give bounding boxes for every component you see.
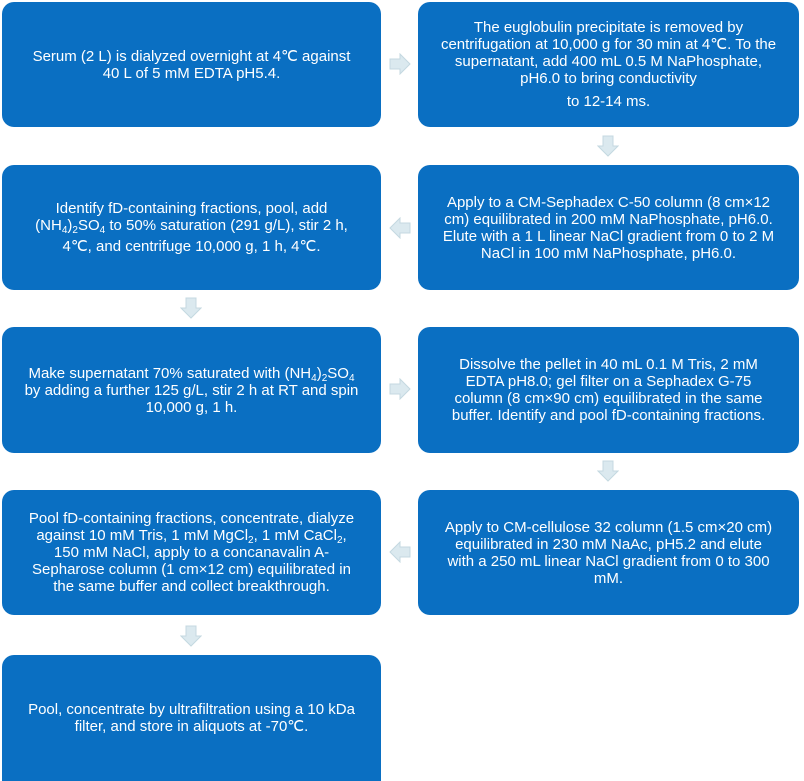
step-8-line: 150 mM NaCl, apply to a concanavalin A- bbox=[53, 544, 330, 561]
text-fragment: ) bbox=[67, 217, 73, 234]
subscript: 4 bbox=[311, 372, 317, 384]
step-7-line: mM. bbox=[593, 569, 624, 587]
step-9-line: filter, and store in aliquots at -70℃. bbox=[74, 718, 309, 735]
step-3-box bbox=[418, 165, 799, 290]
subscript: 2 bbox=[336, 535, 343, 546]
step-2-text bbox=[441, 19, 776, 110]
arrow-down-icon bbox=[180, 297, 202, 319]
step-3-line: Apply to a CM-Sephadex C-50 column (8 cm×12 bbox=[446, 193, 771, 211]
text-fragment: ) bbox=[316, 364, 322, 382]
text-fragment: , 1 mM CaCl bbox=[253, 527, 337, 544]
step-1-line: Serum (2 L) is dialyzed overnight at 4℃ against bbox=[32, 47, 351, 65]
step-6-text bbox=[452, 356, 765, 424]
text-fragment: SO bbox=[327, 364, 349, 382]
subscript: 4 bbox=[99, 225, 106, 236]
step-8-line: Sepharose column (1 cm×12 cm) equilibrated in bbox=[32, 561, 351, 578]
step-9-box bbox=[2, 655, 381, 781]
step-6-line: Dissolve the pellet in 40 mL 0.1 M Tris, 2 mM bbox=[459, 356, 758, 373]
step-2-line: to 12-14 ms. bbox=[566, 93, 651, 110]
step-2-box bbox=[418, 2, 799, 127]
step-1-box bbox=[2, 2, 381, 127]
step-8-line: the same buffer and collect breakthrough. bbox=[53, 578, 330, 595]
step-8-line: Pool fD-containing fractions, concentrate, dialyze bbox=[28, 510, 355, 527]
step-9-text bbox=[28, 701, 355, 735]
text-fragment: , bbox=[342, 527, 347, 544]
subscript: 4 bbox=[348, 372, 355, 384]
step-6-box bbox=[418, 327, 799, 453]
arrow-left-icon bbox=[389, 217, 411, 239]
step-4-line: Identify fD-containing fractions, pool, add bbox=[55, 200, 328, 217]
step-4-text bbox=[35, 200, 348, 255]
step-6-line: EDTA pH8.0; gel filter on a Sephadex G-75 bbox=[465, 373, 752, 390]
arrow-left-icon bbox=[389, 541, 411, 563]
step-2-line: pH6.0 to bring conductivity bbox=[520, 70, 697, 87]
step-7-line: Apply to CM-cellulose 32 column (1.5 cm×20 cm) bbox=[444, 518, 773, 536]
step-3-line: Elute with a 1 L linear NaCl gradient from 0 to 2 M bbox=[442, 227, 775, 245]
arrow-right-icon bbox=[389, 378, 411, 400]
step-9-line: Pool, concentrate by ultrafiltration using a 10 kDa bbox=[28, 701, 355, 718]
step-2-line: supernatant, add 400 mL 0.5 M NaPhosphate, bbox=[454, 53, 763, 70]
step-1-text bbox=[33, 48, 351, 82]
text-fragment: Make supernatant 70% saturated with (NH bbox=[28, 364, 312, 382]
text-fragment: (NH bbox=[35, 217, 62, 234]
step-3-line: cm) equilibrated in 200 mM NaPhosphate, pH6.0. bbox=[444, 210, 773, 228]
step-7-box bbox=[418, 490, 799, 615]
step-5-line bbox=[25, 365, 359, 382]
subscript: 2 bbox=[72, 225, 78, 236]
step-5-line: by adding a further 125 g/L, stir 2 h at RT and spin bbox=[24, 381, 359, 399]
arrow-down-icon bbox=[597, 135, 619, 157]
step-5-box bbox=[2, 327, 381, 453]
step-7-line: equilibrated in 230 mM NaAc, pH5.2 and elute bbox=[455, 535, 762, 553]
text-fragment: to 50% saturation (291 g/L), stir 2 h, bbox=[105, 217, 348, 234]
step-6-line: buffer. Identify and pool fD-containing fractions. bbox=[451, 407, 766, 424]
step-7-line: with a 250 mL linear NaCl gradient from 0 to 300 bbox=[447, 552, 770, 570]
step-4-line: 4℃, and centrifuge 10,000 g, 1 h, 4℃. bbox=[62, 238, 321, 255]
step-1-line: 40 L of 5 mM EDTA pH5.4. bbox=[102, 64, 281, 82]
step-5-line: 10,000 g, 1 h. bbox=[145, 398, 238, 416]
step-8-line bbox=[29, 527, 354, 544]
step-8-box bbox=[2, 490, 381, 615]
arrow-right-icon bbox=[389, 53, 411, 75]
step-2-line: The euglobulin precipitate is removed by bbox=[473, 19, 744, 36]
step-7-text bbox=[445, 519, 772, 587]
step-4-box bbox=[2, 165, 381, 290]
step-6-line: column (8 cm×90 cm) equilibrated in the same bbox=[454, 390, 763, 407]
step-2-line: centrifugation at 10,000 g for 30 min at 4℃. To the bbox=[440, 36, 777, 53]
subscript: 4 bbox=[61, 225, 68, 236]
arrow-down-icon bbox=[180, 625, 202, 647]
text-fragment: against 10 mM Tris, 1 mM MgCl bbox=[36, 527, 249, 544]
step-3-text bbox=[443, 194, 774, 262]
step-4-line bbox=[35, 217, 348, 234]
subscript: 2 bbox=[248, 535, 254, 546]
step-3-line: NaCl in 100 mM NaPhosphate, pH6.0. bbox=[480, 244, 737, 262]
arrow-down-icon bbox=[597, 460, 619, 482]
text-fragment: SO bbox=[77, 217, 100, 234]
subscript: 2 bbox=[321, 372, 328, 384]
step-8-text bbox=[29, 510, 354, 595]
step-5-text bbox=[25, 365, 359, 416]
